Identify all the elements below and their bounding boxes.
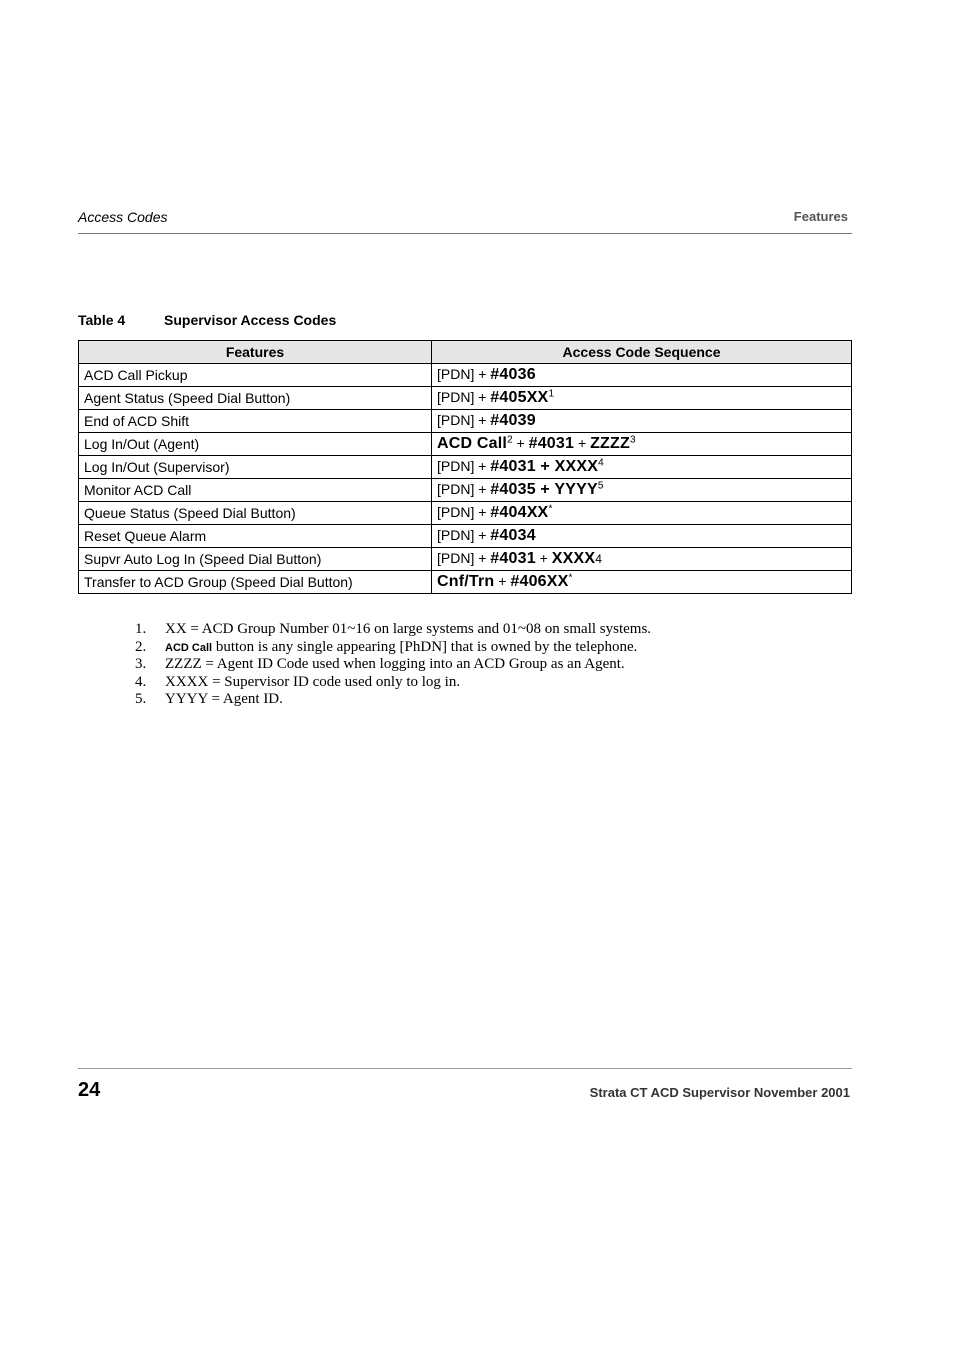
feature-cell: Supvr Auto Log In (Speed Dial Button) [79, 548, 432, 571]
footer-document-title: Strata CT ACD Supervisor November 2001 [589, 1085, 850, 1100]
footnote-item [135, 674, 651, 692]
running-header-chapter: Features [793, 209, 848, 224]
code-sequence-cell [432, 387, 852, 410]
footnote-text: ZZZZ = Agent ID Code used when logging into an ACD Group as an Agent. [165, 656, 625, 673]
table-row [79, 410, 852, 433]
footer-divider [78, 1068, 852, 1069]
code-primary: #4031 [490, 550, 536, 567]
footnote-item [135, 691, 651, 709]
table-caption [78, 312, 336, 328]
running-header-section: Access Codes [78, 209, 168, 225]
table-row [79, 525, 852, 548]
code-sequence-cell [432, 410, 852, 433]
code-footnote-ref: 3 [629, 434, 636, 446]
footnote-text: XX = ACD Group Number 01~16 on large systems and 01~08 on small systems. [165, 621, 652, 637]
table-row [79, 456, 852, 479]
code-sequence-cell [432, 525, 852, 548]
table-body [79, 364, 852, 594]
footnote-number: 2. [135, 638, 147, 655]
feature-cell: Monitor ACD Call [79, 479, 432, 502]
code-footnote-ref: 4 [595, 552, 602, 566]
feature-cell: End of ACD Shift [79, 410, 432, 433]
code-primary: #4031 + XXXX [490, 458, 599, 475]
code-sequence-cell [432, 364, 852, 387]
column-header-features: Features [79, 341, 432, 364]
code-joiner: + [535, 550, 552, 566]
footnote-item [135, 639, 651, 657]
footnote-text: YYYY = Agent ID. [165, 691, 283, 708]
code-sequence-cell [432, 502, 852, 525]
table-row [79, 571, 852, 594]
code-primary: #4039 [490, 412, 536, 429]
table-title: Supervisor Access Codes [164, 312, 337, 328]
table-row [79, 387, 852, 410]
code-joiner: + [574, 435, 591, 451]
feature-cell: Log In/Out (Agent) [79, 433, 432, 456]
code-primary: #4036 [490, 366, 536, 383]
page-number: 24 [78, 1079, 101, 1101]
footnote-number: 3. [135, 656, 147, 673]
code-prefix: [PDN] + [437, 389, 491, 405]
table-row [79, 364, 852, 387]
feature-cell: ACD Call Pickup [79, 364, 432, 387]
table-number: Table 4 [78, 312, 126, 328]
feature-cell: Log In/Out (Supervisor) [79, 456, 432, 479]
code-primary: #405XX [490, 389, 549, 406]
code-sequence-cell [432, 433, 852, 456]
footnotes-list [135, 621, 651, 709]
access-codes-table [78, 340, 852, 594]
code-primary: #4035 + YYYY [490, 481, 598, 498]
code-sequence-cell [432, 571, 852, 594]
code-footnote-ref: 1 [548, 388, 554, 400]
code-footnote-ref: 2 [507, 434, 513, 446]
footnote-text: XXXX = Supervisor ID code used only to log in. [165, 673, 461, 690]
code-secondary: XXXX [551, 550, 596, 567]
footnote-number: 4. [135, 673, 147, 690]
column-header-sequence: Access Code Sequence [432, 341, 852, 364]
table-row [79, 433, 852, 456]
code-footnote-ref: 5 [597, 480, 604, 492]
code-sequence-cell [432, 548, 852, 571]
feature-cell: Agent Status (Speed Dial Button) [79, 387, 432, 410]
code-secondary: #4031 [528, 435, 575, 452]
code-prefix: [PDN] + [437, 458, 491, 474]
code-prefix: [PDN] + [437, 481, 491, 497]
code-prefix: [PDN] + [437, 412, 491, 428]
footnote-number: 1. [135, 621, 147, 637]
code-sequence-cell [432, 456, 852, 479]
feature-cell: Transfer to ACD Group (Speed Dial Button) [79, 571, 432, 594]
code-joiner: + [494, 573, 511, 589]
code-primary: ACD Call [437, 435, 508, 452]
table-row [79, 548, 852, 571]
footnote-item [135, 621, 651, 639]
code-primary: #404XX [490, 504, 549, 521]
table-row [79, 479, 852, 502]
code-primary: #4034 [490, 527, 536, 544]
code-prefix: [PDN] + [437, 550, 491, 566]
code-tertiary: ZZZZ [590, 435, 630, 452]
code-footnote-ref: * [548, 503, 553, 515]
code-joiner: + [512, 435, 529, 451]
table-header-row [79, 341, 852, 364]
code-footnote-ref: * [568, 572, 573, 584]
footnote-number: 5. [135, 691, 147, 708]
code-secondary: #406XX [510, 573, 569, 590]
feature-cell: Queue Status (Speed Dial Button) [79, 502, 432, 525]
table-row [79, 502, 852, 525]
header-divider [78, 233, 852, 234]
code-sequence-cell [432, 479, 852, 502]
code-footnote-ref: 4 [598, 457, 604, 469]
code-prefix: [PDN] + [437, 504, 491, 520]
footnote-item [135, 656, 651, 674]
footnote-key-label: ACD Call [165, 641, 213, 654]
code-prefix: [PDN] + [437, 527, 491, 543]
footnote-text: button is any single appearing [PhDN] that is owned by the telephone. [212, 638, 638, 655]
feature-cell: Reset Queue Alarm [79, 525, 432, 548]
code-prefix: [PDN] + [437, 366, 491, 382]
code-primary: Cnf/Trn [437, 573, 495, 590]
